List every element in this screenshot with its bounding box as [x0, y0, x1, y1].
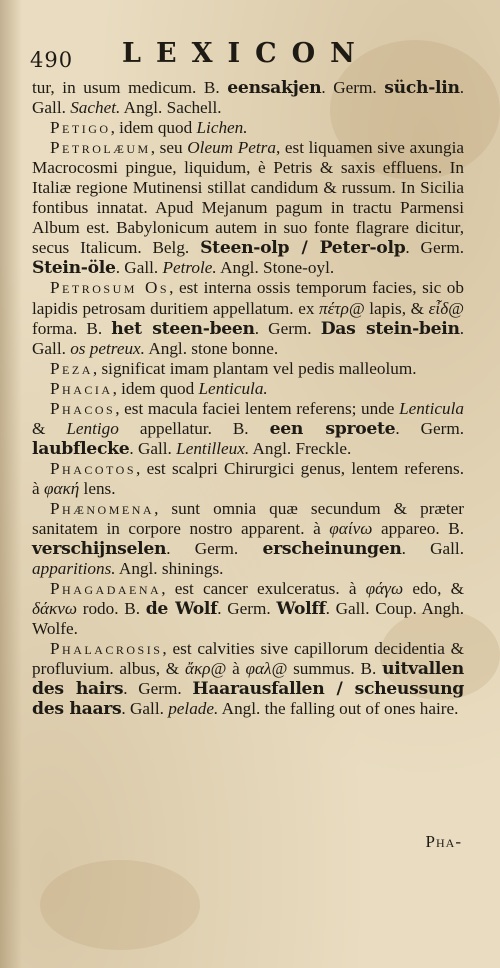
entry-italic-term: Lenticula.	[198, 378, 268, 398]
entry-text: lens.	[79, 478, 116, 498]
entry-italic-term: Lichen.	[196, 118, 248, 138]
entry-text: lapis, &	[364, 298, 429, 318]
entry-greek-term: εἶδ@	[428, 298, 464, 318]
entry-text: . Gall.	[401, 539, 464, 559]
entry-text: . Gall.	[129, 438, 177, 458]
entry-text: . Germ.	[123, 679, 193, 699]
entry-blackletter-term: het steen-been	[111, 318, 255, 339]
lexicon-entry-phacos	[32, 399, 464, 459]
entry-greek-term: πέτρ@	[319, 298, 365, 318]
entry-headword: Phacotos	[50, 458, 137, 478]
catchword: Pha-	[425, 832, 462, 851]
entry-text: Angl. shinings.	[115, 559, 224, 579]
entry-blackletter-term: een sproete	[269, 418, 396, 439]
entry-blackletter-term: erscheinungen	[262, 539, 402, 560]
entry-greek-term: φάγω	[365, 579, 404, 599]
entry-blackletter-term: laubflecke	[32, 438, 130, 459]
entry-headword: Phænomena	[50, 498, 155, 518]
lexicon-entry-phaenomena	[32, 499, 464, 579]
entry-text: , sunt omnia quæ secundum & præter sanitatem in corpore nostro apparent. à	[32, 498, 464, 539]
entry-text: , est macula faciei lentem referens; unde	[115, 398, 400, 418]
entry-text: , idem quod	[110, 118, 197, 138]
lexicon-entry-phacotos	[32, 459, 464, 499]
entry-text: rodo. B.	[77, 599, 146, 619]
entry-text: Angl. Freckle.	[249, 438, 352, 458]
lexicon-entry-tur	[32, 78, 464, 118]
entry-italic-term: Petrole.	[162, 258, 217, 278]
entry-text: Angl. Sachell.	[120, 98, 222, 118]
entry-italic-term: Sachet.	[70, 98, 121, 118]
lexicon-entry-petrosum	[32, 278, 464, 358]
entry-text: edo, &	[403, 579, 465, 599]
entry-blackletter-term: Stein-öle	[32, 258, 116, 279]
entry-text: , est cancer exulceratus. à	[161, 579, 366, 599]
entry-text: . Gall.	[115, 258, 163, 278]
entry-headword: Petrolæum	[50, 138, 151, 158]
entry-blackletter-term: de Wolf	[145, 599, 218, 620]
page-number: 490	[30, 48, 74, 72]
entry-blackletter-term: süch-lin	[384, 78, 460, 98]
entry-blackletter-term: eensakjen	[227, 78, 322, 98]
entry-text: . Germ.	[321, 78, 385, 97]
entry-text: Angl. the falling out of ones haire.	[218, 699, 459, 719]
running-head: LEXICON	[122, 38, 370, 69]
entry-italic-term: apparitions.	[32, 559, 116, 579]
entry-italic-term: Lentigo	[66, 418, 119, 438]
entry-text: , est interna ossis temporum facies, sic ob lapidis petrosam duritiem appellatum. ex	[32, 278, 464, 318]
entry-text: appellatur. B.	[118, 418, 270, 438]
entry-text: Angl. Stone-oyl.	[216, 258, 335, 278]
entry-text: . Germ.	[217, 599, 277, 619]
entry-text: . Germ.	[395, 418, 464, 438]
entry-greek-term: φαλ@	[245, 659, 288, 679]
lexicon-entry-phacia	[32, 379, 464, 399]
lexicon-entry-petrolaeum	[32, 138, 464, 278]
entry-blackletter-term: Das stein-bein	[320, 318, 460, 339]
entry-headword: Phalacrosis	[50, 639, 163, 659]
entry-text: forma. B.	[32, 318, 112, 338]
entry-blackletter-term: verschijnselen	[32, 539, 167, 560]
entry-headword: Phacia	[50, 378, 113, 398]
entry-italic-term: pelade.	[168, 699, 219, 719]
entry-text: . Germ.	[166, 539, 263, 559]
entry-text: , seu	[150, 138, 188, 158]
entry-text: . Gall.	[32, 78, 464, 118]
entry-italic-term: Lentilleux.	[176, 438, 250, 458]
entry-text: . Gall. Coup. Angh. Wolfe.	[32, 599, 465, 639]
entry-text: appareo. B.	[372, 519, 464, 539]
entry-headword: Petigo	[50, 118, 111, 138]
entry-blackletter-term: Haarausfallen / scheussung des haars	[32, 679, 464, 720]
paper-stain	[40, 860, 200, 950]
entry-headword: Peza	[50, 358, 93, 378]
entry-text: , est liquamen sive axungia Macrocosmi pingue, liquidum, è Petris & saxis effluens. In Italiæ regione Mutinensi stillat candidum & russum. In Sicilia fontibus innatat. Apud Mejanum pagum in tractu Parmensi Album est. Babylonicum autem in suo fonte flagrare dicitur, secus Italicum. Belg.	[32, 138, 464, 258]
entry-blackletter-term: uitvallen des hairs	[32, 659, 464, 700]
lexicon-entry-phalacrosis	[32, 639, 464, 719]
entry-greek-term: φαίνω	[329, 519, 373, 539]
entry-italic-term: Oleum Petra	[187, 138, 276, 158]
lexicon-entry-petigo	[32, 118, 464, 138]
entry-greek-term: φακή	[43, 478, 80, 498]
entry-text: , significat imam plantam vel pedis malleolum.	[92, 358, 417, 378]
entry-text: . Gall.	[121, 699, 169, 719]
entry-text: à	[226, 659, 246, 679]
entry-blackletter-term: Steen-olp / Peter-olp	[200, 238, 406, 259]
entry-text: , idem quod	[112, 378, 199, 398]
entry-text: , est calvities sive capillorum decidentia & profluvium. albus, &	[32, 639, 464, 679]
entry-blackletter-term: Wolff	[276, 599, 326, 620]
entry-text: Angl. stone bonne.	[144, 338, 279, 358]
entry-headword: Phagadaena	[50, 579, 162, 599]
entry-headword: Phacos	[50, 398, 116, 418]
entry-text: . Gall.	[32, 318, 464, 358]
entry-text: . Germ.	[405, 238, 464, 258]
lexicon-entry-phagadaena	[32, 579, 464, 639]
entry-italic-term: Lenticula	[399, 398, 464, 418]
entry-text: tur, in usum medicum. B.	[32, 78, 228, 97]
entry-headword: Petrosum Os	[50, 278, 170, 298]
entry-text: . Germ.	[254, 318, 321, 338]
lexicon-entry-peza	[32, 359, 464, 379]
entry-italic-term: os petreux.	[70, 338, 145, 358]
entry-text: , est scalpri Chirurgici genus, lentem referens. à	[32, 458, 464, 498]
entry-text: summus. B.	[287, 659, 383, 679]
entry-greek-term: ἄκρ@	[184, 659, 227, 679]
entry-greek-term: δάκνω	[32, 599, 78, 619]
page-header	[30, 38, 470, 78]
entry-text: &	[32, 418, 67, 438]
lexicon-entries	[32, 78, 464, 720]
